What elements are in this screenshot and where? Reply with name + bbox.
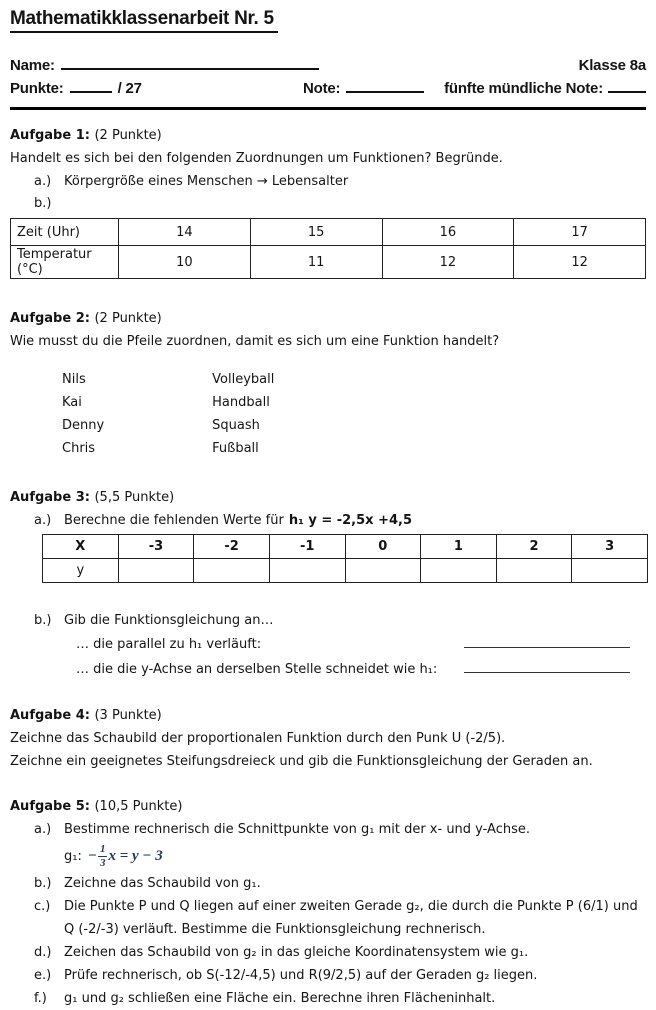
empty-cell — [118, 559, 194, 583]
item-a-text: Berechne die fehlenden Werte für h₁ y = -2,5x +4,5 — [64, 513, 412, 528]
task-1-intro: Handelt es sich bei den folgenden Zuordnungen um Funktionen? Begründe. — [10, 151, 503, 166]
task-1-heading: Aufgabe 1: — [10, 128, 90, 143]
table-row — [11, 246, 646, 279]
student-name: Denny — [62, 418, 105, 433]
header-block — [10, 55, 646, 100]
task-4-heading: Aufgabe 4: — [10, 708, 90, 723]
task-4-line-2: Zeichne ein geeignetes Steifungsdreieck und gib die Funktionsgleichung der Geraden an. — [10, 754, 593, 769]
table-cell: 15 — [250, 219, 382, 246]
empty-cell — [345, 559, 421, 583]
g1-equation-math: − $\frac{1}{3}$ x = y − 3 — [87, 843, 163, 869]
muendliche-note-blank-line — [608, 78, 646, 93]
row-label-cell: y — [43, 559, 119, 583]
table-row — [43, 535, 648, 559]
assignment-pair — [62, 368, 646, 391]
item-a-label: a.) — [34, 513, 52, 528]
assignment-list — [62, 368, 646, 460]
sport-name: Volleyball — [212, 372, 275, 387]
task-5-heading: Aufgabe 5: — [10, 799, 90, 814]
table-cell: 17 — [514, 219, 646, 246]
task-1-points: (2 Punkte) — [94, 128, 162, 143]
g1-equation-prefix: g₁: — [64, 849, 82, 864]
note-label: Note: — [303, 80, 341, 97]
sub-question-2: … die die y-Achse an derselben Stelle schneidet wie h₁: — [76, 662, 438, 677]
punkte-label: Punkte: — [10, 80, 64, 97]
item-e-text: Prüfe rechnerisch, ob S(-12/-4,5) und R(9/2,5) auf der Geraden g₂ liegen. — [64, 968, 538, 983]
empty-cell — [269, 559, 345, 583]
name-field — [10, 55, 319, 74]
item-a-label: a.) — [34, 822, 52, 837]
item-b-text: Zeichne das Schaubild von g₁. — [64, 876, 261, 891]
item-a-text: Körpergröße eines Menschen → Lebensalter — [64, 174, 349, 189]
empty-cell — [421, 559, 497, 583]
item-b-text: Gib die Funktionsgleichung an… — [64, 613, 274, 628]
task-2-intro: Wie musst du die Pfeile zuordnen, damit es sich um eine Funktion handelt? — [10, 334, 500, 349]
answer-blank-line — [464, 634, 630, 648]
name-blank-line — [61, 55, 319, 70]
klasse-label: Klasse 8a — [578, 57, 646, 74]
table-cell: 10 — [119, 246, 251, 279]
item-c-label: c.) — [34, 899, 51, 914]
table-cell: 0 — [345, 535, 421, 559]
item-a-label: a.) — [34, 174, 52, 189]
item-f-label: f.) — [34, 991, 47, 1006]
row-label-cell: Temperatur (°C) — [11, 246, 119, 279]
table-cell: 1 — [421, 535, 497, 559]
task-5-points: (10,5 Punkte) — [94, 799, 183, 814]
empty-cell — [572, 559, 648, 583]
empty-cell — [496, 559, 572, 583]
note-blank-line — [346, 78, 424, 93]
table-row — [43, 559, 648, 583]
sub-question-1: … die parallel zu h₁ verläuft: — [76, 637, 262, 652]
table-cell: 12 — [514, 246, 646, 279]
note-field — [303, 78, 424, 97]
fraction-one-third: $\frac{1}{3}$ — [99, 843, 106, 869]
item-d-text: Zeichen das Schaubild von g₂ in das gleiche Koordinatensystem wie g₁. — [64, 945, 529, 960]
punkte-field — [10, 80, 142, 97]
sport-name: Squash — [212, 418, 260, 433]
item-c-text: Die Punkte P und Q liegen auf einer zweiten Gerade g₂, die durch die Punkte P (6/1) und Q (-2/-3) verläuft. Bestimme die Funktionsgleichung rechnerisch. — [64, 899, 638, 937]
item-b-label: b.) — [34, 876, 52, 891]
task-2 — [10, 307, 646, 460]
task-2-points: (2 Punkte) — [94, 311, 162, 326]
assignment-pair — [62, 437, 646, 460]
punkte-total: / 27 — [117, 80, 142, 97]
student-name: Kai — [62, 395, 82, 410]
table-cell: 2 — [496, 535, 572, 559]
student-name: Chris — [62, 441, 96, 456]
table-cell: 16 — [382, 219, 514, 246]
item-f-text: g₁ und g₂ schließen eine Fläche ein. Berechne ihren Flächeninhalt. — [64, 991, 496, 1006]
task-3-heading: Aufgabe 3: — [10, 490, 90, 505]
item-d-label: d.) — [34, 945, 52, 960]
task-4-points: (3 Punkte) — [94, 708, 162, 723]
muendliche-note-label: fünfte mündliche Note: — [444, 80, 603, 97]
empty-cell — [194, 559, 270, 583]
sport-name: Fußball — [212, 441, 259, 456]
table-cell: 12 — [382, 246, 514, 279]
assignment-pair — [62, 391, 646, 414]
header-divider — [10, 107, 646, 110]
item-e-label: e.) — [34, 968, 52, 983]
task-5 — [10, 795, 646, 1010]
muendliche-note-field — [444, 78, 646, 97]
assignment-pair — [62, 414, 646, 437]
task-3-points: (5,5 Punkte) — [94, 490, 175, 505]
task-1 — [10, 124, 646, 279]
task-3 — [10, 486, 646, 682]
table-cell: -2 — [194, 535, 270, 559]
table-cell: 11 — [250, 246, 382, 279]
table-cell: 3 — [572, 535, 648, 559]
table-cell: -3 — [118, 535, 194, 559]
item-b-label: b.) — [34, 613, 52, 628]
item-a-text: Bestimme rechnerisch die Schnittpunkte von g₁ mit der x- und y-Achse. — [64, 822, 531, 837]
h1-function-formula: h₁ y = -2,5x +4,5 — [288, 513, 412, 528]
temperature-table — [10, 218, 646, 279]
student-name: Nils — [62, 372, 86, 387]
table-row — [11, 219, 646, 246]
table-cell: -1 — [269, 535, 345, 559]
task-2-heading: Aufgabe 2: — [10, 311, 90, 326]
task-4 — [10, 704, 646, 773]
g1-equation — [64, 841, 646, 872]
task-4-line-1: Zeichne das Schaubild der proportionalen Funktion durch den Punk U (-2/5). — [10, 731, 506, 746]
sport-name: Handball — [212, 395, 270, 410]
name-label: Name: — [10, 57, 55, 74]
answer-blank-line — [464, 659, 630, 673]
table-cell: 14 — [119, 219, 251, 246]
table-cell: X — [43, 535, 119, 559]
item-b-label: b.) — [34, 196, 52, 211]
punkte-blank-line — [70, 78, 112, 93]
page-title: Mathematikklassenarbeit Nr. 5 — [10, 8, 278, 33]
row-label-cell: Zeit (Uhr) — [11, 219, 119, 246]
values-table — [42, 534, 648, 583]
